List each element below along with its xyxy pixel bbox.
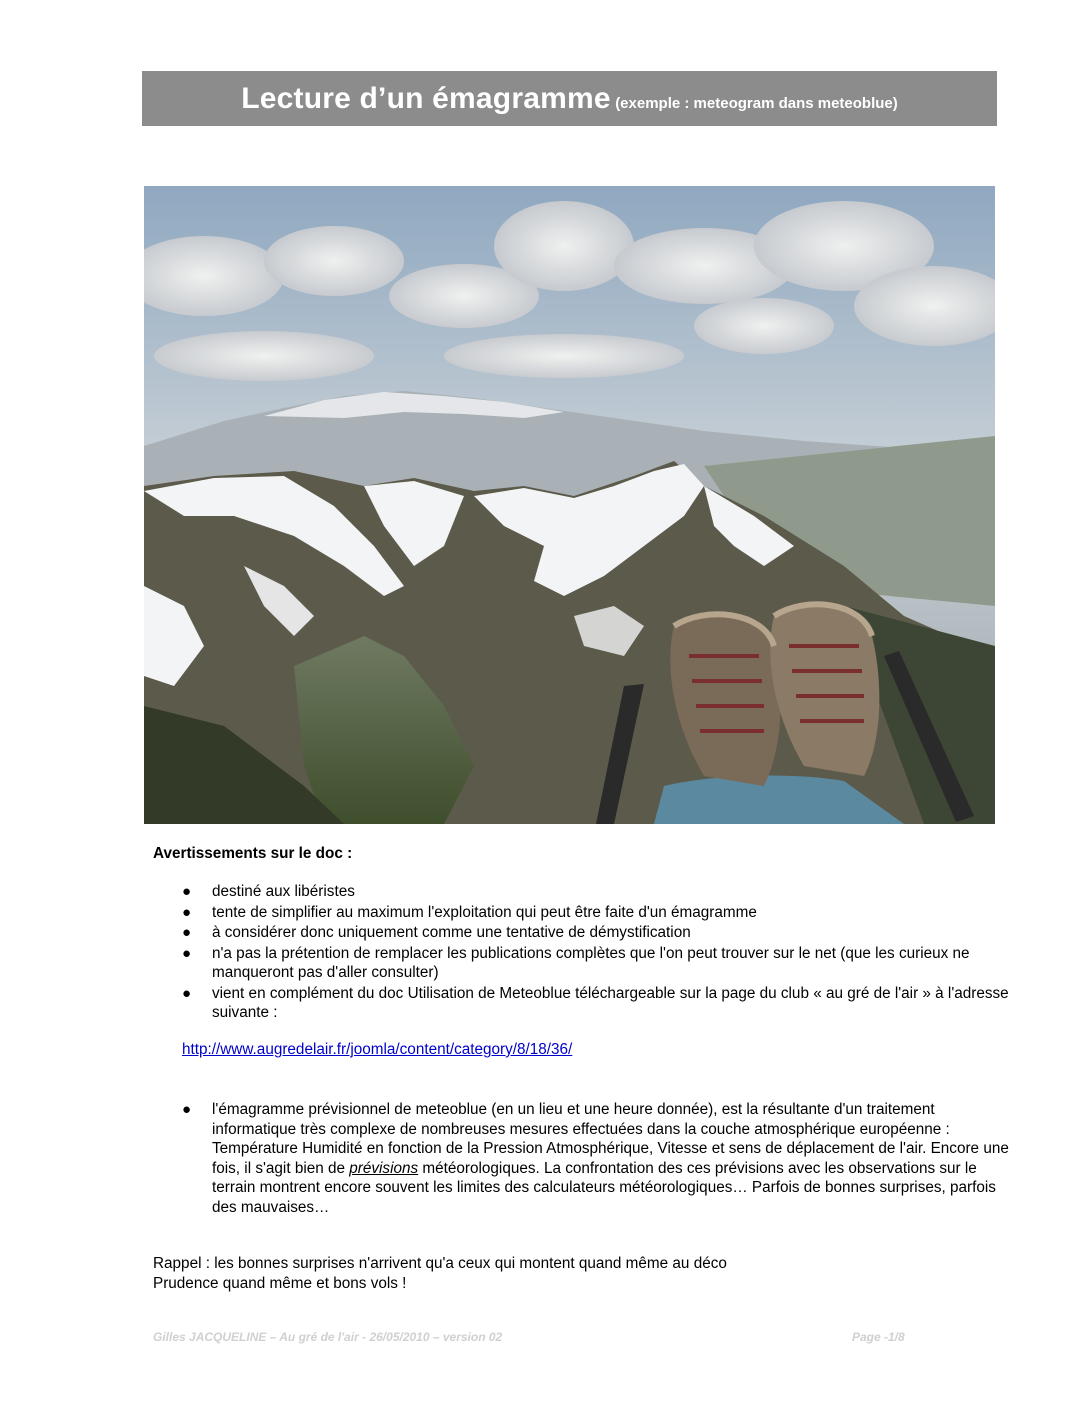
document-title-bar <box>142 71 997 126</box>
list-item <box>152 923 1012 943</box>
bullet-icon: ● <box>182 924 192 941</box>
description-list <box>152 1100 1012 1218</box>
description-text: l'émagramme prévisionnel de meteoblue (en un lieu et une heure donnée), est la résultante d'un traitement informatique très complexe de nombreuses mesures effectuées dans la couche atmosphérique européenne : Température Humidité en fonction de la Pression Atmosphérique, Vitesse et sens de déplacement de l'air. Encore une fois, il s'agit bien de prévisions météorologiques. La confrontation des ces prévisions avec les observations sur le terrain montrent encore souvent les limites des calculateurs météorologiques… Parfois de bonnes surprises, parfois des mauvaises… <box>212 1101 1009 1216</box>
mountain-paraglider-photo <box>144 186 995 824</box>
list-item-text: destiné aux libéristes <box>212 883 355 900</box>
list-item <box>152 1100 1012 1217</box>
list-item <box>152 944 1012 983</box>
document-title: Lecture d’un émagramme <box>241 82 611 115</box>
bullet-icon: ● <box>182 1101 192 1118</box>
list-item-text: à considérer donc uniquement comme une tentative de démystification <box>212 924 691 941</box>
bullet-icon: ● <box>182 984 192 1002</box>
bullet-icon: ● <box>182 903 192 921</box>
previsions-emphasis: prévisions <box>349 1159 419 1177</box>
list-item <box>152 903 1012 923</box>
bullet-icon: ● <box>182 944 192 962</box>
list-item <box>152 882 1012 902</box>
list-item-text: n'a pas la prétention de remplacer les publications complètes que l'on peut trouver sur le net (que les curieux ne manqueront pas d'aller consulter) <box>212 944 970 981</box>
footer-page-number: Page -1/8 <box>852 1330 905 1344</box>
list-item-text: tente de simplifier au maximum l'exploitation qui peut être faite d'un émagramme <box>212 903 757 921</box>
warnings-list <box>152 882 1012 1024</box>
list-item <box>152 984 1012 1023</box>
club-page-link[interactable]: http://www.augredelair.fr/joomla/content/category/8/18/36/ <box>182 1041 573 1058</box>
bullet-icon: ● <box>182 883 192 900</box>
warnings-heading: Avertissements sur le doc : <box>153 845 353 862</box>
list-item-text: vient en complément du doc Utilisation de Meteoblue téléchargeable sur la page du club « au gré de l'air » à l'adresse suivante : <box>212 984 1009 1021</box>
footer-author: Gilles JACQUELINE – Au gré de l'air - 26/05/2010 – version 02 <box>153 1330 503 1344</box>
document-subtitle: (exemple : meteogram dans meteoblue) <box>615 95 898 112</box>
closing-line-2: Prudence quand même et bons vols ! <box>153 1274 407 1292</box>
closing-line-1: Rappel : les bonnes surprises n'arrivent qu'a ceux qui montent quand même au déco <box>153 1255 727 1272</box>
closing-note <box>153 1254 727 1293</box>
